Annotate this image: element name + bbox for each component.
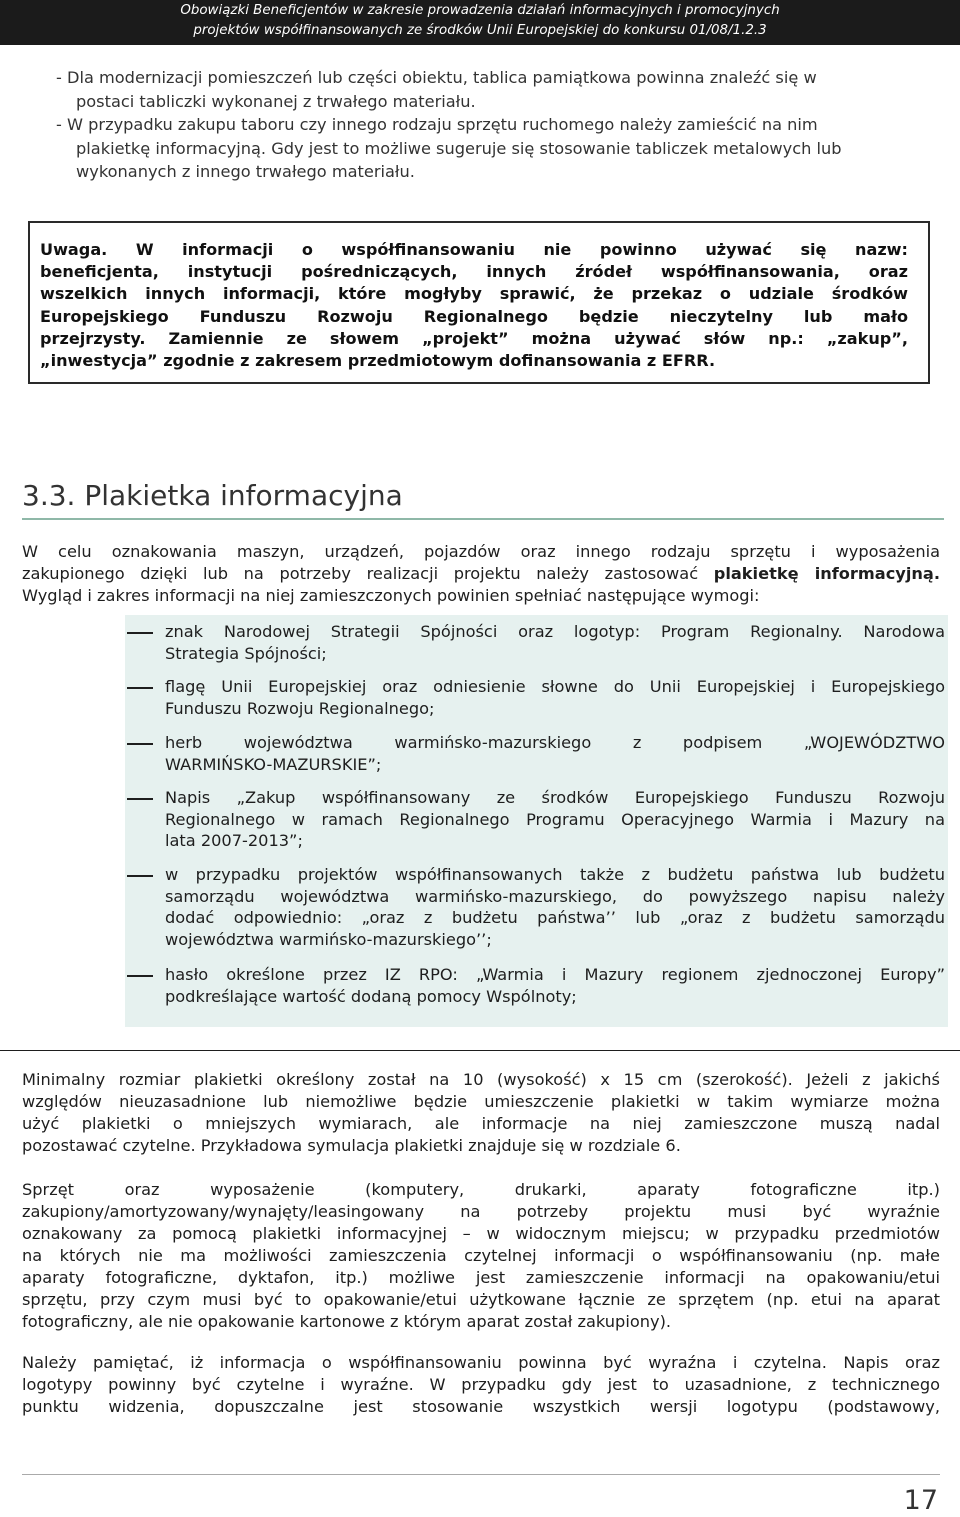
- list-item-line: herb województwa warmińsko-mazurskiego z podpisem „WOJEWÓDZTWO: [165, 733, 945, 752]
- list-item-line: hasło określone przez IZ RPO: „Warmia i Mazury regionem zjednoczonej Europy”: [165, 965, 945, 984]
- dash-bullet: [127, 798, 153, 800]
- paragraph-line: użyć plakietki o mniejszych wymiarach, ale informacje na niej zamieszczone muszą nadal: [22, 1114, 940, 1133]
- list-item-line: Regionalnego w ramach Regionalnego Programu Operacyjnego Warmia i Mazury na: [165, 809, 945, 829]
- paragraph-line: W celu oznakowania maszyn, urządzeń, pojazdów oraz innego rodzaju sprzętu i wyposażenia: [22, 542, 940, 561]
- paragraph-text: zakupionego dzięki lub na potrzeby realizacji projektu należy zastosować: [22, 564, 714, 583]
- dash-bullet: [127, 975, 153, 977]
- section-divider: [0, 1050, 960, 1051]
- paragraph-line: sprzętu, przy czym musi być to opakowanie/etui użytkowane łącznie ze sprzętem (np. etui na aparat: [22, 1290, 940, 1309]
- size-paragraph: [22, 1069, 940, 1157]
- list-item-line: w przypadku projektów współfinansowanych także z budżetu państwa lub budżetu: [165, 865, 945, 884]
- dash-bullet: [127, 743, 153, 745]
- list-item-line: flagę Unii Europejskiej oraz odniesienie słowne do Unii Europejskiej i Europejskiego: [165, 677, 945, 696]
- warning-line: „inwestycja” zgodnie z zakresem przedmiotowym dofinansowania z EFRR.: [40, 350, 716, 370]
- intro-line: plakietkę informacyjną. Gdy jest to możliwe sugeruje się stosowanie tabliczek metalowych lub: [76, 138, 842, 158]
- document-header: [0, 0, 960, 45]
- paragraph-line: Należy pamiętać, iż informacja o współfinansowaniu powinna być wyraźna i czytelna. Napis oraz: [22, 1353, 940, 1372]
- list-item-line: samorządu województwa warmińsko-mazurskiego, do powyższego napisu należy: [165, 886, 945, 906]
- intro-bullets: [56, 66, 946, 184]
- intro-line: - Dla modernizacji pomieszczeń lub części obiektu, tablica pamiątkowa powinna znaleźć się w: [56, 68, 817, 87]
- paragraph-line: Wygląd i zakres informacji na niej zamieszczonych powinien spełniać następujące wymogi:: [22, 586, 760, 605]
- paragraph-line: fotograficzny, ale nie opakowanie kartonowe z którym aparat został zakupiony).: [22, 1312, 672, 1331]
- paragraph-line: zakupiony/amortyzowany/wynajęty/leasingowany na potrzeby projektu musi być wyraźnie: [22, 1202, 940, 1221]
- warning-line: Europejskiego Funduszu Rozwoju Regionalnego będzie nieczytelny lub mało: [40, 306, 908, 326]
- header-line-2: projektów współfinansowanych ze środków Unii Europejskiej do konkursu 01/08/1.2.3: [193, 23, 767, 38]
- section-title: 3.3. Plakietka informacyjna: [22, 478, 944, 520]
- warning-box: [28, 221, 930, 384]
- paragraph-line: względów nieuzasadnione lub niemożliwe będzie umieszczenie plakietki w takim wymiarze można: [22, 1092, 940, 1111]
- list-item-line: Strategia Spójności;: [165, 643, 327, 663]
- intro-line: wykonanych z innego trwałego materiału.: [76, 162, 415, 181]
- list-item-line: województwa warmińsko-mazurskiego’’;: [165, 929, 492, 949]
- intro-line: postaci tabliczki wykonanej z trwałego materiału.: [76, 91, 476, 111]
- section-intro-paragraph: [22, 541, 940, 607]
- paragraph-line: oznakowany za pomocą plakietki informacyjnej – w widocznym miejscu; w przypadku przedmiotów: [22, 1224, 940, 1243]
- list-item-line: dodać odpowiednio: „oraz z budżetu państwa’’ lub „oraz z budżetu samorządu: [165, 908, 945, 927]
- warning-line: przejrzysty. Zamiennie ze słowem „projekt” można używać słów np.: „zakup”,: [40, 328, 908, 348]
- paragraph-line: logotypy powinny być czytelne i wyraźne. W przypadku gdy jest to uzasadnione, z technicznego: [22, 1375, 940, 1394]
- paragraph-line: Sprzęt oraz wyposażenie (komputery, drukarki, aparaty fotograficzne itp.): [22, 1180, 940, 1199]
- warning-line: Uwaga. W informacji o współfinansowaniu nie powinno używać się nazw:: [40, 240, 908, 259]
- intro-line: - W przypadku zakupu taboru czy innego rodzaju sprzętu ruchomego należy zamieścić na nim: [56, 115, 818, 134]
- dash-bullet: [127, 632, 153, 634]
- paragraph-line: na których nie ma możliwości zamieszczenia czytelnej informacji o współfinansowaniu (np. małe: [22, 1246, 940, 1265]
- header-line-1: Obowiązki Beneficjentów w zakresie prowadzenia działań informacyjnych i promocyjnych: [180, 3, 780, 18]
- paragraph-line: [22, 563, 940, 585]
- paragraph-line: aparaty fotograficzne, dyktafon, itp.) możliwe jest zamieszczenie informacji na opakowaniu/etui: [22, 1268, 940, 1287]
- list-item-line: znak Narodowej Strategii Spójności oraz logotyp: Program Regionalny. Narodowa: [165, 622, 945, 641]
- list-item-line: Napis „Zakup współfinansowany ze środków Europejskiego Funduszu Rozwoju: [165, 788, 945, 807]
- footer-rule: [22, 1474, 940, 1475]
- warning-line: beneficjenta, instytucji pośredniczących, innych źródeł współfinansowania, oraz: [40, 262, 908, 282]
- paragraph-line: pozostawać czytelne. Przykładowa symulacja plakietki znajduje się w rozdziale 6.: [22, 1136, 681, 1155]
- dash-bullet: [127, 687, 153, 689]
- emphasis-text: plakietkę informacyjną.: [713, 564, 940, 583]
- list-item-line: Funduszu Rozwoju Regionalnego;: [165, 698, 435, 718]
- paragraph-line: Minimalny rozmiar plakietki określony został na 10 (wysokość) x 15 cm (szerokość). Jeżeli z jakichś: [22, 1070, 940, 1089]
- equipment-paragraph: [22, 1179, 940, 1333]
- warning-line: wszelkich innych informacji, które mogłyby sprawić, że przekaz o udziale środków: [40, 284, 908, 304]
- dash-bullet: [127, 875, 153, 877]
- list-item-line: WARMIŃSKO-MAZURSKIE”;: [165, 754, 382, 774]
- list-item-line: podkreślające wartość dodaną pomocy Wspólnoty;: [165, 986, 577, 1006]
- paragraph-line: punktu widzenia, dopuszczalne jest stosowanie wszystkich wersji logotypu (podstawowy,: [22, 1397, 940, 1416]
- requirements-list: [125, 615, 948, 1027]
- readability-paragraph: [22, 1352, 940, 1418]
- page-number: 17: [903, 1485, 938, 1516]
- list-item-line: lata 2007-2013”;: [165, 831, 303, 850]
